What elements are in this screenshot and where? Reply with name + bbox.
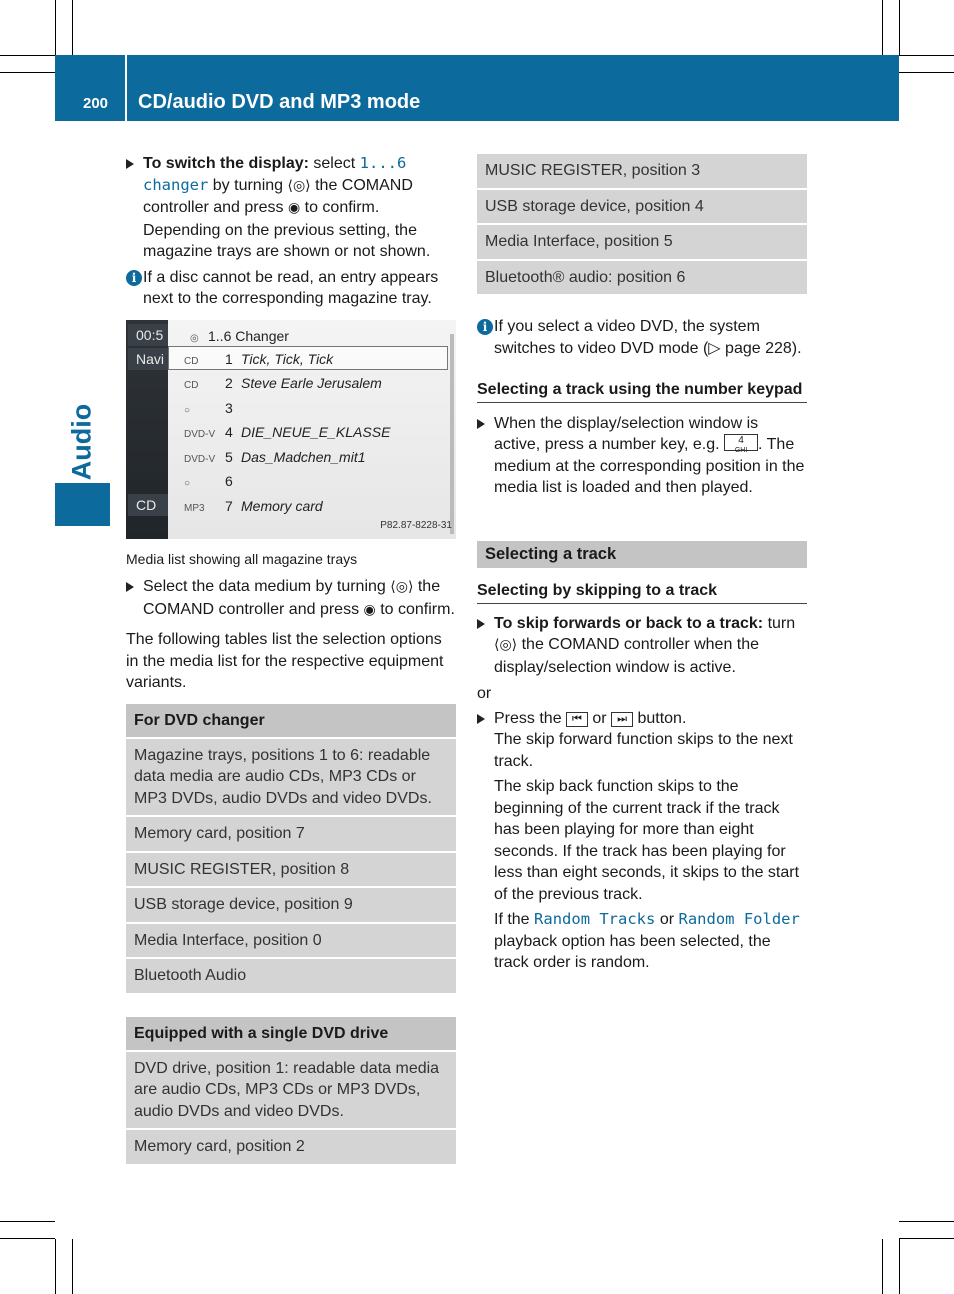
crop-mark: [899, 72, 954, 73]
crop-mark: [899, 1238, 954, 1239]
info-icon: i: [477, 319, 493, 335]
medium-type-icon: CD: [184, 355, 199, 367]
table-single-dvd: [126, 1017, 456, 1164]
table-dvd-changer: [126, 704, 456, 993]
media-list-row: [168, 468, 448, 492]
disc-icon: ◎: [190, 332, 199, 344]
medium-name: Das_Madchen_mit1: [241, 448, 366, 465]
instruction-skip-track: [477, 613, 807, 679]
or-text: or: [477, 685, 492, 702]
media-list-row: [168, 395, 448, 419]
controller-turn-icon: ⟨◎⟩: [494, 637, 518, 653]
screenshot-list: [168, 320, 456, 539]
instruction-switch-display: [126, 153, 456, 263]
crop-mark: [899, 1221, 954, 1222]
crop-mark: [55, 0, 56, 55]
info-icon: i: [126, 270, 142, 286]
menu-item-code: Random Folder: [678, 910, 800, 928]
step-text: . The medium at the corresponding position in the media list is loaded and then played.: [494, 436, 805, 496]
medium-type-icon: ○: [184, 478, 191, 489]
left-column: [126, 153, 456, 1164]
table-row: DVD drive, position 1: readable data media are audio CDs, MP3 CDs or MP3 DVDs, audio DVDs and video DVDs.: [126, 1052, 456, 1131]
tray-number: 4: [225, 424, 233, 440]
media-list-row: [168, 370, 448, 394]
step-text: or: [659, 911, 675, 928]
arrow-icon: [477, 714, 485, 724]
instruction-select-medium: [126, 576, 456, 621]
screenshot-navi: Navi: [128, 348, 168, 370]
crop-mark: [899, 55, 954, 56]
medium-type-icon: DVD-V: [184, 429, 216, 440]
table-row: Magazine trays, positions 1 to 6: readable data media are audio CDs, MP3 CDs or MP3 DVDs, audio DVDs and video DVDs.: [126, 739, 456, 818]
step-text: select: [313, 155, 356, 172]
controller-press-icon: ◉: [363, 601, 376, 618]
info-text: If you select a video DVD, the system switches to video DVD mode (▷ page 228).: [494, 318, 802, 357]
table-row: USB storage device, position 4: [477, 190, 807, 226]
screenshot-cd: CD: [128, 494, 168, 516]
step-text: or: [592, 709, 607, 727]
step-text: the COMAND controller and press: [143, 578, 441, 618]
crop-mark: [0, 1238, 55, 1239]
medium-name: Tick, Tick, Tick: [241, 350, 334, 367]
table-single-dvd-continued: [477, 154, 807, 294]
arrow-icon: [126, 582, 134, 592]
crop-mark: [55, 1239, 56, 1294]
arrow-icon: [477, 419, 485, 429]
controller-press-icon: ◉: [287, 200, 301, 216]
page-header: [55, 55, 899, 121]
media-list-row: [168, 444, 448, 468]
page-number: 200: [83, 95, 109, 112]
medium-type-icon: MP3: [184, 502, 205, 514]
step-text: button.: [637, 709, 687, 727]
table-row: Media Interface, position 5: [477, 225, 807, 261]
skip-back-icon: ⏮: [566, 712, 588, 727]
step-heading: To switch the display:: [143, 155, 309, 172]
table-row: Memory card, position 7: [126, 817, 456, 853]
media-list-row: [168, 419, 448, 443]
medium-type-icon: CD: [184, 380, 199, 391]
image-reference: P82.87-8228-31: [380, 520, 452, 531]
info-note: [126, 267, 456, 310]
menu-item-code: Random Tracks: [534, 910, 656, 928]
step-text: If the: [494, 911, 530, 928]
step-heading: To skip forwards or back to a track:: [494, 614, 764, 632]
controller-turn-icon: ⟨◎⟩: [390, 579, 414, 595]
crop-mark: [72, 0, 73, 55]
crop-mark: [882, 1239, 883, 1294]
key-letters: GHI: [734, 447, 748, 454]
crop-mark: [0, 1221, 55, 1222]
controller-turn-icon: ⟨◎⟩: [287, 177, 311, 194]
step-text: Press the: [494, 709, 562, 727]
screenshot-title: 1..6 Changer: [208, 327, 289, 344]
media-list-row: [168, 493, 448, 517]
step-paragraph: The skip back function skips to the beginning of the current track if the track has been playing for more than eight seconds. If the track has been playing for less than eight seconds, it skips to the start of the previous track.: [494, 778, 800, 903]
screenshot-scrollbar: [450, 334, 454, 534]
medium-name: Memory card: [241, 497, 323, 514]
medium-name: Steve Earle Jerusalem: [241, 375, 382, 391]
step-paragraph: [494, 909, 807, 974]
media-list-screenshot: [126, 320, 456, 539]
table-header: For DVD changer: [126, 704, 456, 739]
table-row: Bluetooth® audio: position 6: [485, 268, 686, 286]
key-digit: 4: [738, 435, 744, 446]
arrow-icon: [126, 159, 134, 169]
crop-mark: [0, 55, 55, 56]
tray-number: 7: [225, 497, 233, 514]
tray-number: 5: [225, 448, 233, 465]
crop-mark: [899, 1239, 900, 1294]
body-paragraph: The following tables list the selection options in the media list for the respective equipment variants.: [126, 631, 444, 691]
subheading: Selecting a track using the number keypad: [477, 379, 807, 403]
media-list-row: [168, 346, 448, 370]
right-column: [477, 154, 807, 974]
tray-number: 1: [225, 350, 233, 367]
table-row: MUSIC REGISTER, position 3: [477, 154, 807, 190]
crop-mark: [72, 1239, 73, 1294]
table-row: Media Interface, position 0: [126, 924, 456, 960]
menu-item-code: 1...6 changer: [143, 154, 407, 194]
section-heading: Selecting a track: [477, 541, 807, 569]
instruction-number-key: [477, 413, 807, 499]
skip-forward-icon: ⏭: [611, 712, 633, 727]
table-row: Memory card, position 2: [134, 1138, 305, 1155]
step-paragraph: The skip forward function skips to the next track.: [494, 731, 793, 770]
step-text: to confirm.: [380, 600, 455, 618]
figure-caption: Media list showing all magazine trays: [126, 550, 358, 567]
table-row: Bluetooth Audio: [134, 967, 247, 984]
instruction-press-skip: [477, 708, 807, 974]
page-title: CD/audio DVD and MP3 mode: [138, 91, 421, 113]
table-row: MUSIC REGISTER, position 8: [126, 853, 456, 889]
crop-mark: [0, 72, 55, 73]
tray-number: 3: [225, 399, 233, 416]
crop-mark: [882, 0, 883, 55]
info-note: [477, 316, 807, 359]
tray-number: 6: [225, 473, 233, 489]
step-text: When the display/selection window is active, press a number key, e.g.: [494, 414, 759, 453]
info-text: If a disc cannot be read, an entry appears next to the corresponding magazine tray.: [143, 268, 439, 307]
step-text: to confirm. Depending on the previous setting, the magazine trays are shown or not shown.: [143, 199, 431, 260]
header-divider: [125, 55, 127, 121]
subheading: Selecting by skipping to a track: [477, 580, 807, 604]
step-text: the COMAND controller and press: [143, 176, 413, 216]
step-text: the COMAND controller when the display/selection window is active.: [494, 636, 760, 676]
screenshot-time: 00:5: [128, 324, 168, 346]
medium-type-icon: ○: [184, 404, 191, 416]
crop-mark: [899, 0, 900, 55]
side-tab-marker: [55, 483, 110, 526]
table-row: USB storage device, position 9: [126, 888, 456, 924]
medium-name: DIE_NEUE_E_KLASSE: [241, 424, 391, 440]
tray-number: 2: [225, 375, 233, 391]
step-text: turn: [767, 614, 796, 632]
table-header: Equipped with a single DVD drive: [126, 1017, 456, 1052]
medium-type-icon: DVD-V: [184, 453, 216, 465]
side-tab-label: Audio: [66, 403, 97, 481]
step-text: by turning: [212, 176, 284, 194]
arrow-icon: [477, 619, 485, 629]
step-text: playback option has been selected, the track order is random.: [494, 932, 771, 971]
number-key-icon: [724, 434, 758, 454]
step-text: Select the data medium by turning: [143, 578, 386, 595]
